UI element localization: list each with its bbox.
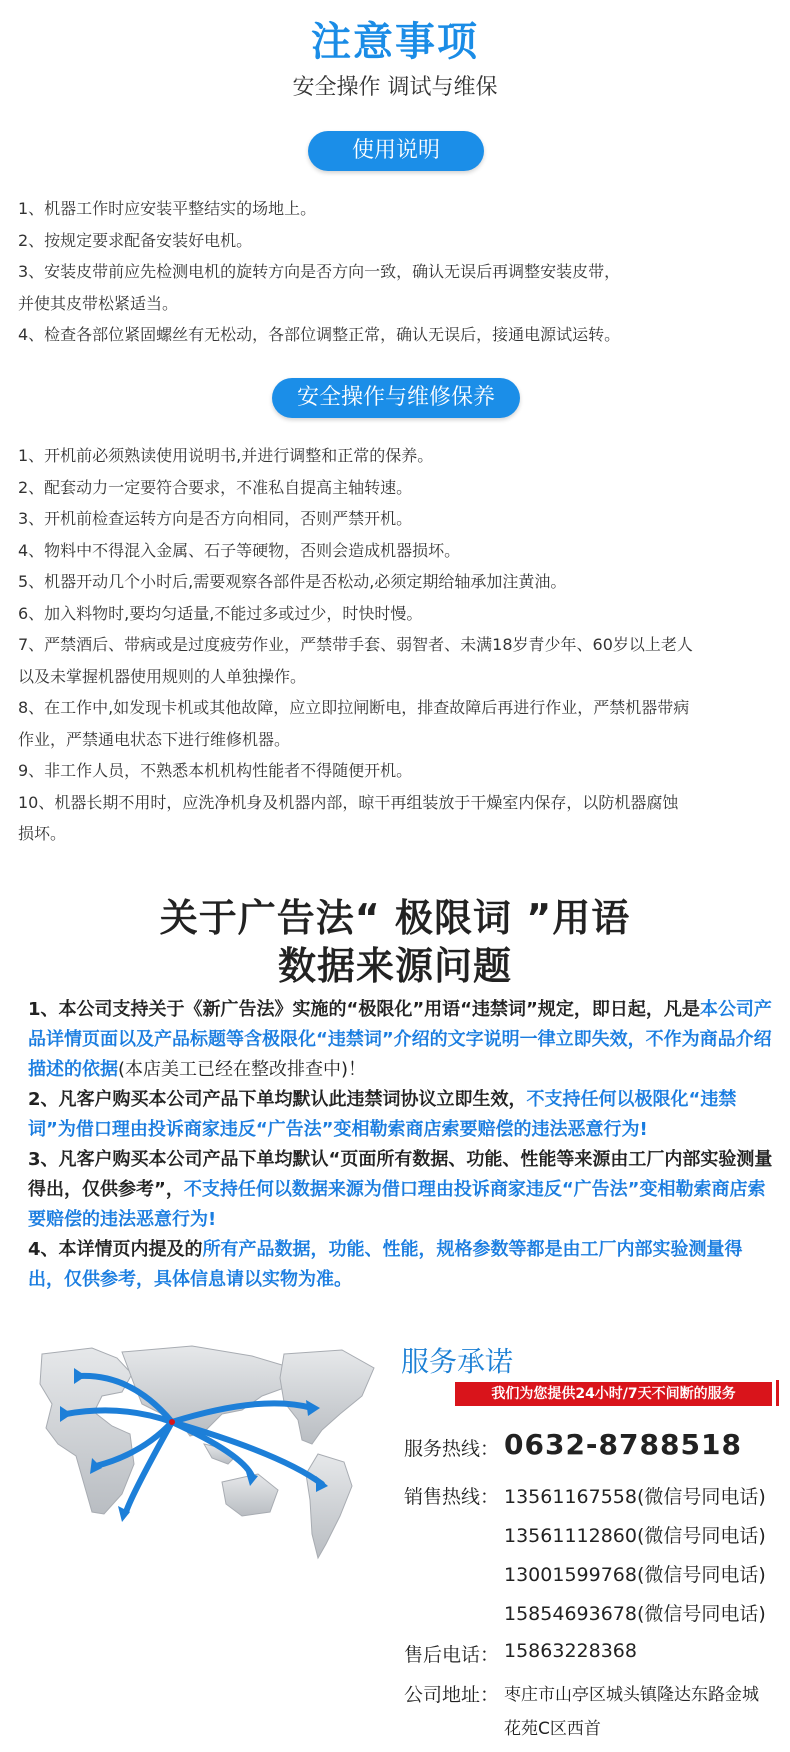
section-heading-safety: 安全操作与维修保养 [272,378,520,418]
after-sales-label: 售后电话： [404,1644,500,1666]
list-item: 3、开机前检查运转方向是否方向相同，否则严禁开机。 [18,509,413,528]
sales-value: 15854693678(微信号同电话) [504,1603,766,1625]
list-item: 2、按规定要求配备安装好电机。 [18,230,253,250]
ad-law-p1-highlight: 本公司产品详情页面以及产品标题等含极限化“违禁词”介绍的文字说明一律立即失效，不作为商品介绍描述的依据 [28,999,772,1080]
ad-law-paragraph-1 [28,995,773,1085]
after-sales-value: 15863228368 [504,1640,637,1662]
sales-value: 13561112860(微信号同电话) [504,1525,766,1547]
address-line-2: 花苑C区西首 [504,1719,601,1739]
service-banner: 我们为您提供24小时/7天不间断的服务 [455,1382,772,1406]
list-item: 1、开机前必须熟读使用说明书,并进行调整和正常的保养。 [18,446,434,465]
sales-value: 13001599768(微信号同电话) [504,1564,766,1586]
ad-law-paragraph-3 [28,1145,773,1235]
ad-law-paragraph-2 [28,1085,773,1145]
page-title: 注意事项 [311,19,479,65]
list-item: 1、机器工作时应安装平整结实的场地上。 [18,199,317,218]
ad-law-body [28,995,773,1295]
service-banner-accent [776,1380,779,1406]
list-item: 9、非工作人员，不熟悉本机机构性能者不得随便开机。 [18,761,413,780]
list-item: 8、在工作中,如发现卡机或其他故障，应立即拉闸断电，排查故障后再进行作业，严禁机器带病 [18,698,690,717]
list-item: 3、安装皮带前应先检测电机的旋转方向是否方向一致，确认无误后再调整安装皮带， [18,262,621,281]
hotline-label: 服务热线： [404,1438,500,1460]
list-item: 2、配套动力一定要符合要求，不准私自提高主轴转速。 [18,477,413,497]
ad-law-p1-text: 1、本公司支持关于《新广告法》实施的“极限化”用语“违禁词”规定，即日起，凡是 [28,999,700,1020]
safety-list [18,440,778,850]
page-subtitle: 安全操作 调试与维保 [292,75,498,100]
list-item: 6、加入料物时,要均匀适量,不能过多或过少，时快时慢。 [18,603,423,623]
ad-law-p2-text: 2、凡客户购买本公司产品下单均默认此违禁词协议立即生效， [28,1089,527,1110]
ad-law-title-line2: 数据来源问题 [277,944,512,988]
ad-law-p3-text: 3、凡客户购买本公司产品下单均默认“页面所有数据、功能、性能等来源由工厂内部实验测量得出，仅供参考”， [28,1149,773,1200]
list-item: 损坏。 [18,824,67,843]
list-item: 作业，严禁通电状态下进行维修机器。 [18,729,291,749]
ad-law-p3-highlight: 不支持任何以数据来源为借口理由投诉商家违反“广告法”变相勒索商店索要赔偿的违法恶意行为! [28,1179,766,1230]
address-label: 公司地址： [404,1684,500,1706]
list-item: 并使其皮带松紧适当。 [18,293,179,313]
service-section [0,1330,790,1750]
address-line-1: 枣庄市山亭区城头镇隆达东路金城 [504,1685,759,1705]
section-heading-usage: 使用说明 [308,131,484,171]
list-item: 以及未掌握机器使用规则的人单独操作。 [18,666,307,686]
ad-law-p4-highlight: 所有产品数据，功能、性能，规格参数等都是由工厂内部实验测量得出，仅供参考，具体信息请以实物为准。 [28,1239,743,1290]
ad-law-p2-highlight: 不支持任何以极限化“违禁词”为借口理由投诉商家违反“广告法”变相勒索商店索要赔偿的违法恶意行为! [28,1089,737,1140]
sales-value: 13561167558(微信号同电话) [504,1486,766,1508]
list-item: 4、检查各部位紧固螺丝有无松动，各部位调整正常，确认无误后，接通电源试运转。 [18,325,621,344]
list-item: 7、严禁酒后、带病或是过度疲劳作业，严禁带手套、弱智者、未满18岁青少年、60岁以上老人 [18,635,693,654]
ad-law-paragraph-4 [28,1235,773,1295]
list-item: 10、机器长期不用时，应洗净机身及机器内部，晾干再组装放于干燥室内保存，以防机器腐蚀 [18,792,679,812]
hotline-value: 0632-8788518 [504,1428,742,1461]
world-map-image [22,1344,392,1584]
ad-law-title-line1: 关于广告法“ 极限词 ”用语 [159,896,631,940]
ad-law-p1-note: (本店美工已经在整改排查中)！ [118,1059,367,1080]
list-item: 5、机器开动几个小时后,需要观察各部件是否松动,必须定期给轴承加注黄油。 [18,572,567,591]
service-title: 服务承诺 [401,1345,514,1378]
list-item: 4、物料中不得混入金属、石子等硬物，否则会造成机器损坏。 [18,540,461,560]
sales-label: 销售热线： [404,1486,500,1508]
usage-list [18,193,778,351]
ad-law-p4-text: 4、本详情页内提及的 [28,1239,203,1260]
